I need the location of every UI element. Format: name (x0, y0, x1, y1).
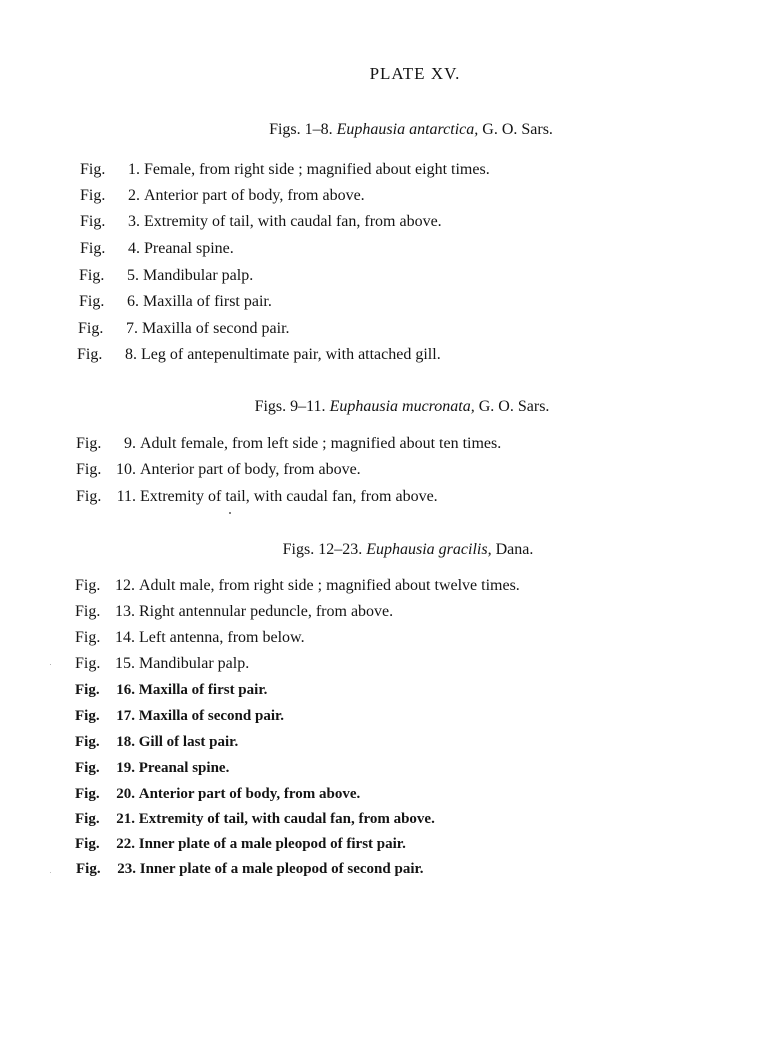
fig-label: Fig. (80, 213, 106, 230)
fig-number: 9. (124, 435, 136, 452)
fig-label: Fig. (75, 629, 101, 646)
figure-entry (75, 732, 238, 752)
figure-entry (76, 487, 438, 507)
fig-number: 7. (126, 320, 138, 337)
figure-entry (75, 628, 305, 648)
fig-description: Mandibular palp. (143, 267, 254, 284)
fig-label: Fig. (75, 734, 100, 750)
fig-number: 11. (116, 488, 136, 505)
fig-description: Preanal spine. (144, 240, 234, 257)
fig-number: 17. (116, 708, 135, 724)
figure-entry (75, 706, 284, 726)
figure-entry (76, 434, 501, 454)
fig-label: Fig. (80, 240, 106, 257)
fig-label: Fig. (80, 161, 106, 178)
fig-description: Extremity of tail, with caudal fan, from above. (144, 213, 442, 230)
fig-description: Maxilla of first pair. (143, 293, 272, 310)
figure-entry (76, 859, 424, 879)
fig-label: Fig. (76, 435, 102, 452)
fig-label: Fig. (76, 488, 102, 505)
fig-description: Right antennular peduncle, from above. (139, 603, 394, 620)
fig-number: 18. (116, 734, 135, 750)
figure-entry (75, 576, 520, 596)
section-heading-mucronata (0, 398, 776, 416)
figure-entry (75, 680, 267, 700)
plate-title: PLATE XV. (369, 64, 461, 83)
fig-label: Fig. (75, 786, 100, 802)
fig-number: 2. (128, 187, 140, 204)
fig-label: Fig. (77, 346, 103, 363)
fig-number: 14. (115, 629, 135, 646)
figure-entry (75, 809, 435, 829)
figure-entry (75, 784, 360, 804)
figure-entry (79, 266, 253, 286)
fig-number: 4. (128, 240, 140, 257)
figure-entry (75, 654, 249, 674)
fig-label: Fig. (80, 187, 106, 204)
fig-number: 8. (125, 346, 137, 363)
fig-number: 22. (116, 836, 135, 852)
fig-number: 20. (116, 786, 135, 802)
species-name: Euphausia mucronata, (329, 398, 475, 415)
fig-label: Fig. (75, 682, 100, 698)
fig-label: Fig. (79, 293, 105, 310)
fig-description: Gill of last pair. (138, 734, 239, 750)
fig-description: Female, from right side ; magnified about eight times. (144, 161, 490, 178)
species-name: Euphausia antarctica, (336, 121, 479, 138)
figure-entry (77, 345, 441, 365)
fig-number: 6. (127, 293, 139, 310)
figure-entry (76, 460, 361, 480)
figure-entry (75, 602, 393, 622)
section-heading-antarctica (0, 121, 776, 139)
figure-entry (75, 758, 229, 778)
fig-label: Fig. (79, 267, 105, 284)
fig-number: 12. (115, 577, 135, 594)
fig-label: Fig. (76, 861, 101, 877)
section-heading-gracilis (0, 541, 776, 559)
fig-description: Adult female, from left side ; magnified about ten times. (140, 435, 502, 452)
figs-range: Figs. 9–11. (254, 398, 326, 415)
fig-description: Adult male, from right side ; magnified about twelve times. (139, 577, 520, 594)
fig-description: Maxilla of second pair. (142, 320, 290, 337)
print-speck (229, 512, 231, 514)
figure-entry (80, 160, 490, 180)
fig-description: Anterior part of body, from above. (138, 786, 361, 802)
fig-label: Fig. (75, 655, 101, 672)
fig-label: Fig. (75, 577, 101, 594)
fig-label: Fig. (78, 320, 104, 337)
figure-entry (78, 319, 290, 339)
species-authority: G. O. Sars. (482, 121, 553, 138)
fig-label: Fig. (75, 836, 100, 852)
fig-label: Fig. (75, 603, 101, 620)
fig-description: Maxilla of second pair. (138, 708, 285, 724)
fig-label: Fig. (75, 811, 100, 827)
species-name: Euphausia gracilis, (366, 541, 492, 558)
fig-number: 19. (116, 760, 135, 776)
fig-label: Fig. (75, 760, 100, 776)
fig-number: 5. (127, 267, 139, 284)
fig-description: Extremity of tail, with caudal fan, from above. (140, 488, 438, 505)
species-authority: Dana. (495, 541, 534, 558)
figure-entry (80, 186, 365, 206)
figs-range: Figs. 1–8. (269, 121, 333, 138)
fig-description: Anterior part of body, from above. (140, 461, 361, 478)
fig-description: Preanal spine. (138, 760, 230, 776)
fig-description: Inner plate of a male pleopod of first pair. (138, 836, 406, 852)
fig-number: 1. (128, 161, 140, 178)
fig-number: 15. (115, 655, 135, 672)
fig-description: Left antenna, from below. (139, 629, 305, 646)
figs-range: Figs. 12–23. (282, 541, 363, 558)
print-speck (50, 872, 51, 873)
print-speck (50, 664, 51, 665)
fig-description: Extremity of tail, with caudal fan, from above. (138, 811, 435, 827)
fig-number: 21. (116, 811, 135, 827)
fig-number: 3. (128, 213, 140, 230)
fig-number: 23. (117, 861, 136, 877)
figure-entry (80, 239, 234, 259)
fig-label: Fig. (75, 708, 100, 724)
figure-entry (80, 212, 442, 232)
fig-description: Anterior part of body, from above. (144, 187, 365, 204)
fig-label: Fig. (76, 461, 102, 478)
figure-entry (75, 834, 406, 854)
fig-number: 16. (116, 682, 135, 698)
fig-description: Leg of antepenultimate pair, with attached gill. (141, 346, 441, 363)
figure-entry (79, 292, 272, 312)
species-authority: G. O. Sars. (478, 398, 550, 415)
fig-description: Mandibular palp. (139, 655, 250, 672)
fig-number: 10. (116, 461, 136, 478)
fig-description: Inner plate of a male pleopod of second pair. (139, 861, 424, 877)
fig-description: Maxilla of first pair. (138, 682, 268, 698)
fig-number: 13. (115, 603, 135, 620)
